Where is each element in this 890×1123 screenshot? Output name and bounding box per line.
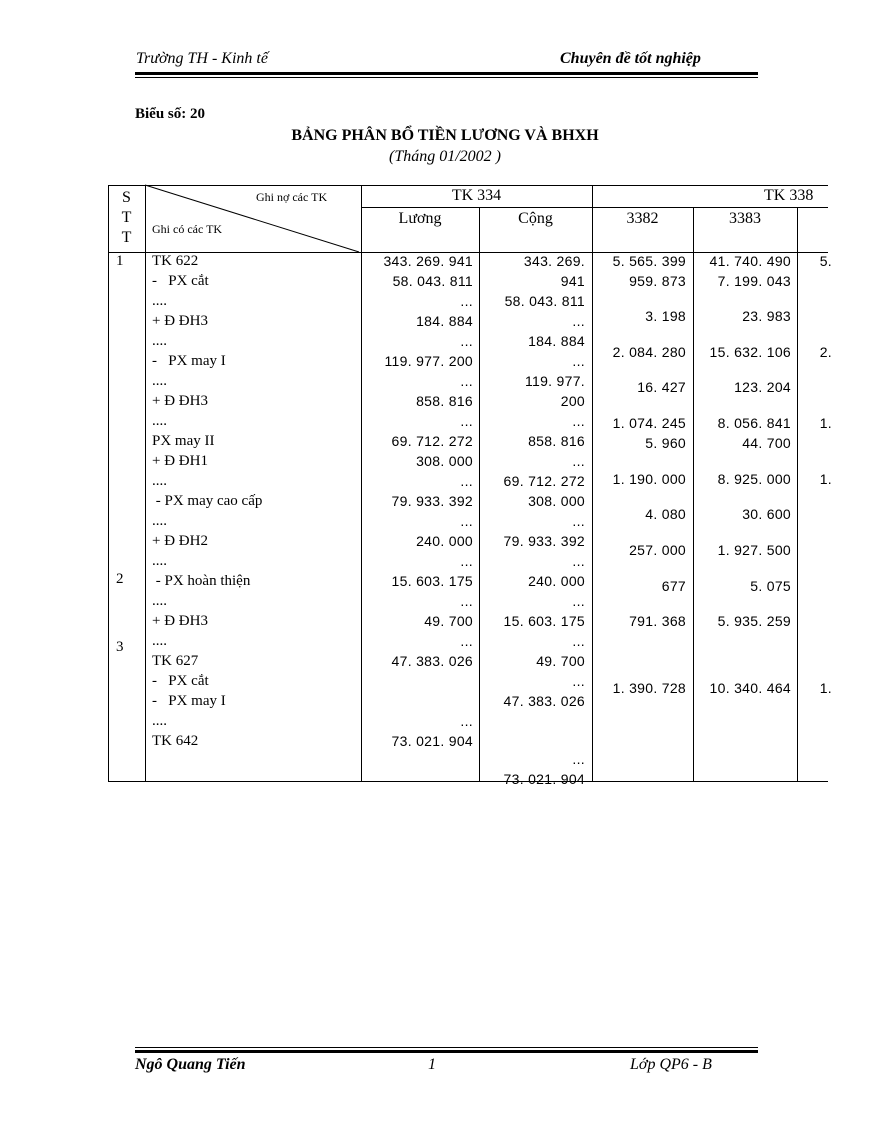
luong-cell: ... bbox=[460, 633, 473, 649]
cong-cell: ... bbox=[572, 553, 585, 569]
luong-cell: 58. 043. 811 bbox=[392, 273, 473, 289]
col-divider-cong bbox=[592, 185, 593, 782]
luong-cell: ... bbox=[460, 333, 473, 349]
c3383-cell: 8. 056. 841 bbox=[717, 415, 791, 431]
header-school: Trường TH - Kinh tế bbox=[136, 50, 268, 67]
account-cell: .... bbox=[152, 593, 167, 609]
luong-cell: 73. 021. 904 bbox=[391, 733, 473, 749]
table-bottom-border bbox=[108, 781, 828, 782]
account-cell: - PX may I bbox=[152, 693, 226, 709]
c3383-cell: 23. 983 bbox=[742, 308, 791, 324]
account-cell: - PX cắt bbox=[152, 673, 209, 689]
cong-cell: 47. 383. 026 bbox=[503, 693, 585, 709]
tk338-next-cell: 5. bbox=[819, 253, 832, 269]
header-rule-thin bbox=[135, 77, 758, 78]
luong-cell: 15. 603. 175 bbox=[391, 573, 473, 589]
stt-2: 2 bbox=[116, 571, 124, 587]
luong-cell: ... bbox=[460, 373, 473, 389]
account-cell: + Đ ĐH3 bbox=[152, 613, 208, 629]
account-cell: TK 627 bbox=[152, 653, 199, 669]
c3382-cell: 16. 427 bbox=[637, 379, 686, 395]
c3382-cell: 1. 390. 728 bbox=[612, 680, 686, 696]
c3382-cell: 1. 190. 000 bbox=[612, 471, 686, 487]
luong-cell: 79. 933. 392 bbox=[391, 493, 473, 509]
tk338-next-cell: 1. bbox=[819, 415, 832, 431]
c3383-cell: 30. 600 bbox=[742, 506, 791, 522]
col-divider-accounts bbox=[361, 185, 362, 782]
cong-cell: ... bbox=[572, 313, 585, 329]
tk334-header: TK 334 bbox=[451, 187, 502, 204]
luong-cell: ... bbox=[460, 713, 473, 729]
account-cell: + Đ ĐH3 bbox=[152, 393, 208, 409]
account-cell: .... bbox=[152, 413, 167, 429]
luong-cell: ... bbox=[460, 293, 473, 309]
c3383-cell: 5. 075 bbox=[750, 578, 791, 594]
account-cell: .... bbox=[152, 293, 167, 309]
c3383-cell: 8. 925. 000 bbox=[717, 471, 791, 487]
footer-rule-thick bbox=[135, 1050, 758, 1053]
col-divider-3383 bbox=[797, 207, 798, 782]
c3382-cell: 3. 198 bbox=[645, 308, 686, 324]
luong-cell: 184. 884 bbox=[416, 313, 473, 329]
cong-cell: ... bbox=[572, 633, 585, 649]
tk338-header: TK 338 bbox=[764, 187, 814, 204]
cong-cell: 240. 000 bbox=[528, 573, 585, 589]
c3383-cell: 7. 199. 043 bbox=[717, 273, 791, 289]
c3382-cell: 257. 000 bbox=[629, 542, 686, 558]
luong-cell: ... bbox=[460, 413, 473, 429]
header-doc-type: Chuyên đề tốt nghiệp bbox=[560, 50, 701, 67]
c3383-cell: 44. 700 bbox=[742, 435, 791, 451]
cong-cell: 119. 977. bbox=[524, 373, 585, 389]
cong-cell: 200 bbox=[560, 393, 585, 409]
account-cell: PX may II bbox=[152, 433, 215, 449]
c3383-cell: 5. 935. 259 bbox=[717, 613, 791, 629]
cong-cell: 15. 603. 175 bbox=[503, 613, 585, 629]
account-cell: + Đ ĐH3 bbox=[152, 313, 208, 329]
luong-cell: 49. 700 bbox=[424, 613, 473, 629]
account-cell: + Đ ĐH1 bbox=[152, 453, 208, 469]
c3383-cell: 15. 632. 106 bbox=[709, 344, 791, 360]
cong-cell: ... bbox=[572, 353, 585, 369]
luong-cell: ... bbox=[460, 553, 473, 569]
c3382-cell: 1. 074. 245 bbox=[612, 415, 686, 431]
account-cell: - PX hoàn thiện bbox=[152, 573, 251, 589]
cong-header: Cộng bbox=[518, 210, 553, 227]
c3382-cell: 5. 565. 399 bbox=[612, 253, 686, 269]
stt-1: 1 bbox=[116, 253, 124, 269]
luong-cell: ... bbox=[460, 513, 473, 529]
luong-cell: 308. 000 bbox=[416, 453, 473, 469]
cong-cell: ... bbox=[572, 593, 585, 609]
debit-label: Ghi nợ các TK bbox=[256, 190, 328, 204]
table-left-border bbox=[108, 185, 109, 782]
cong-cell: 343. 269. bbox=[523, 253, 585, 269]
col-divider-luong bbox=[479, 207, 480, 782]
cong-cell: 308. 000 bbox=[528, 493, 585, 509]
luong-cell: 240. 000 bbox=[416, 533, 473, 549]
cong-cell: 941 bbox=[560, 273, 585, 289]
account-cell: .... bbox=[152, 373, 167, 389]
cong-cell: 49. 700 bbox=[536, 653, 585, 669]
cong-cell: 58. 043. 811 bbox=[504, 293, 585, 309]
footer-rule-thin bbox=[135, 1047, 758, 1048]
account-cell: .... bbox=[152, 513, 167, 529]
luong-cell: 69. 712. 272 bbox=[391, 433, 473, 449]
luong-cell: 47. 383. 026 bbox=[391, 653, 473, 669]
luong-cell: ... bbox=[460, 593, 473, 609]
stt-header-t1: T bbox=[121, 209, 132, 226]
col-divider-3382 bbox=[693, 207, 694, 782]
cong-cell: 858. 816 bbox=[528, 433, 585, 449]
table-subtitle: (Tháng 01/2002 ) bbox=[389, 148, 501, 165]
footer-page-number: 1 bbox=[428, 1056, 436, 1073]
cong-cell: 73. 021. 904 bbox=[503, 771, 585, 787]
header-rule-thick bbox=[135, 72, 758, 75]
c3382-cell: 4. 080 bbox=[645, 506, 686, 522]
tk338-next-cell: 1. bbox=[819, 471, 832, 487]
tk338-next-cell: 2. bbox=[819, 344, 832, 360]
c3382-cell: 959. 873 bbox=[629, 273, 686, 289]
table-label: Biểu số: 20 bbox=[135, 106, 206, 122]
cong-cell: ... bbox=[572, 413, 585, 429]
account-cell: .... bbox=[152, 473, 167, 489]
account-cell: - PX may I bbox=[152, 353, 226, 369]
c3383-header: 3383 bbox=[729, 210, 761, 227]
c3382-cell: 677 bbox=[661, 578, 686, 594]
c3383-cell: 41. 740. 490 bbox=[709, 253, 791, 269]
account-cell: + Đ ĐH2 bbox=[152, 533, 208, 549]
salary-allocation-table bbox=[108, 185, 832, 787]
cong-cell: 184. 884 bbox=[528, 333, 585, 349]
c3382-cell: 5. 960 bbox=[645, 435, 686, 451]
cong-cell: 69. 712. 272 bbox=[503, 473, 585, 489]
subheader-border bbox=[361, 207, 828, 208]
c3382-cell: 2. 084. 280 bbox=[612, 344, 686, 360]
stt-header bbox=[108, 188, 145, 248]
stt-header-s: S bbox=[122, 189, 131, 206]
footer-class: Lớp QP6 - B bbox=[630, 1056, 712, 1073]
cong-cell: ... bbox=[572, 453, 585, 469]
luong-header: Lương bbox=[398, 210, 442, 227]
credit-label: Ghi có các TK bbox=[152, 222, 223, 236]
account-cell: .... bbox=[152, 333, 167, 349]
cong-cell: 79. 933. 392 bbox=[503, 533, 585, 549]
luong-cell: 858. 816 bbox=[416, 393, 473, 409]
c3383-cell: 1. 927. 500 bbox=[717, 542, 791, 558]
c3383-cell: 123. 204 bbox=[734, 379, 791, 395]
c3382-header: 3382 bbox=[626, 210, 659, 227]
cong-cell: ... bbox=[572, 673, 585, 689]
account-cell: .... bbox=[152, 713, 167, 729]
account-cell: TK 642 bbox=[152, 733, 199, 749]
c3382-cell: 791. 368 bbox=[629, 613, 686, 629]
account-cell: TK 622 bbox=[152, 253, 199, 269]
cong-cell: ... bbox=[572, 513, 585, 529]
cong-cell: ... bbox=[572, 751, 585, 767]
account-cell: - PX cắt bbox=[152, 273, 209, 289]
luong-cell: ... bbox=[460, 473, 473, 489]
luong-cell: 119. 977. 200 bbox=[384, 353, 473, 369]
col-divider-stt bbox=[145, 185, 146, 782]
footer-author: Ngô Quang Tiến bbox=[135, 1056, 246, 1073]
account-cell: .... bbox=[152, 553, 167, 569]
tk338-next-cell: 1. bbox=[819, 680, 832, 696]
c3383-cell: 10. 340. 464 bbox=[709, 680, 791, 696]
table-title: BẢNG PHÂN BỔ TIỀN LƯƠNG VÀ BHXH bbox=[291, 127, 599, 144]
account-cell: - PX may cao cấp bbox=[152, 493, 263, 509]
account-cell: .... bbox=[152, 633, 167, 649]
stt-header-t2: T bbox=[121, 229, 132, 246]
luong-cell: 343. 269. 941 bbox=[383, 253, 473, 269]
stt-3: 3 bbox=[116, 639, 124, 655]
